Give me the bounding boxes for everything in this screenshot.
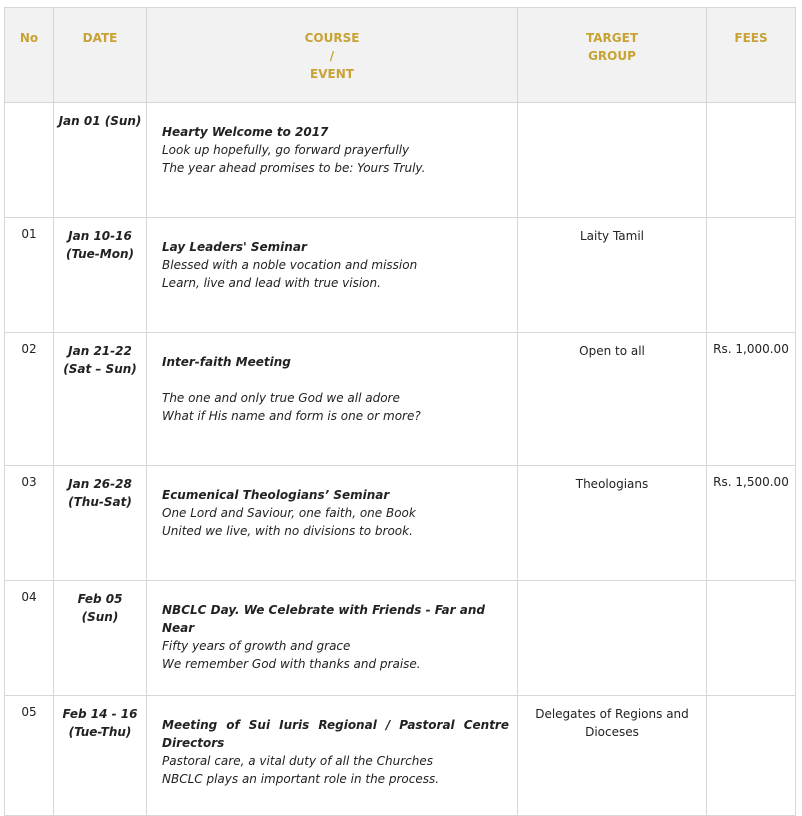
row-number: [5, 103, 54, 218]
row-target-group: Delegates of Regions and Dioceses: [518, 696, 707, 816]
header-course: [147, 8, 518, 103]
table-row: [5, 218, 796, 333]
header-target-label: TARGET GROUP: [585, 31, 638, 63]
course-line: What if His name and form is one or more?: [162, 409, 421, 423]
row-course: [147, 696, 518, 816]
row-course: [147, 218, 518, 333]
course-line: Learn, live and lead with true vision.: [162, 276, 381, 290]
row-fees: [707, 696, 796, 816]
course-line: We remember God with thanks and praise.: [162, 657, 421, 671]
course-line: Fifty years of growth and grace: [162, 639, 351, 653]
row-target-group: Open to all: [518, 333, 707, 466]
course-line: The one and only true God we all adore: [162, 391, 400, 405]
row-course: [147, 103, 518, 218]
course-line: United we live, with no divisions to brook.: [162, 524, 413, 538]
table-row: [5, 696, 796, 816]
header-no-label: No: [19, 31, 39, 45]
course-line: Look up hopefully, go forward prayerfully: [162, 143, 410, 157]
header-fees: [707, 8, 796, 103]
row-course: [147, 333, 518, 466]
row-number: 03: [5, 466, 54, 581]
course-line: Pastoral care, a vital duty of all the Churches: [162, 754, 433, 768]
row-target-group: [518, 103, 707, 218]
row-fees: [707, 103, 796, 218]
row-number: 01: [5, 218, 54, 333]
table-row: [5, 581, 796, 696]
row-date: Jan 21-22 (Sat – Sun): [54, 333, 147, 466]
course-title: Inter-faith Meeting: [162, 355, 291, 369]
row-date: Feb 14 - 16 (Tue-Thu): [54, 696, 147, 816]
header-date-label: DATE: [82, 31, 118, 45]
course-title: Lay Leaders' Seminar: [162, 240, 307, 254]
row-target-group: [518, 581, 707, 696]
row-target-group: Theologians: [518, 466, 707, 581]
course-title: Ecumenical Theologians’ Seminar: [162, 488, 390, 502]
programme-calendar-table: [4, 7, 796, 816]
header-target-group: [518, 8, 707, 103]
row-course: [147, 581, 518, 696]
course-title: Hearty Welcome to 2017: [162, 125, 329, 139]
row-fees: [707, 581, 796, 696]
course-title-continued: Directors: [162, 736, 225, 750]
course-title: Meeting of Sui Iuris Regional / Pastoral Centre: [162, 718, 509, 732]
table-row: [5, 103, 796, 218]
row-fees: [707, 218, 796, 333]
row-date: Jan 10-16 (Tue-Mon): [54, 218, 147, 333]
row-number: 02: [5, 333, 54, 466]
row-date: Jan 26-28 (Thu-Sat): [54, 466, 147, 581]
header-date: [54, 8, 147, 103]
row-date: Jan 01 (Sun): [54, 103, 147, 218]
row-fees: Rs. 1,500.00: [707, 466, 796, 581]
header-no: [5, 8, 54, 103]
course-title: NBCLC Day. We Celebrate with Friends - Far and Near: [162, 603, 485, 635]
table-row: [5, 466, 796, 581]
row-course: [147, 466, 518, 581]
table-header-row: [5, 8, 796, 103]
table-row: [5, 333, 796, 466]
header-fees-label: FEES: [734, 31, 768, 45]
row-date: Feb 05 (Sun): [54, 581, 147, 696]
course-line: Blessed with a noble vocation and mission: [162, 258, 418, 272]
course-line: One Lord and Saviour, one faith, one Book: [162, 506, 416, 520]
row-fees: Rs. 1,000.00: [707, 333, 796, 466]
row-number: 04: [5, 581, 54, 696]
row-number: 05: [5, 696, 54, 816]
row-target-group: Laity Tamil: [518, 218, 707, 333]
header-course-label: COURSE / EVENT: [304, 31, 360, 81]
course-line: The year ahead promises to be: Yours Truly.: [162, 161, 426, 175]
course-line: NBCLC plays an important role in the process.: [162, 772, 440, 786]
